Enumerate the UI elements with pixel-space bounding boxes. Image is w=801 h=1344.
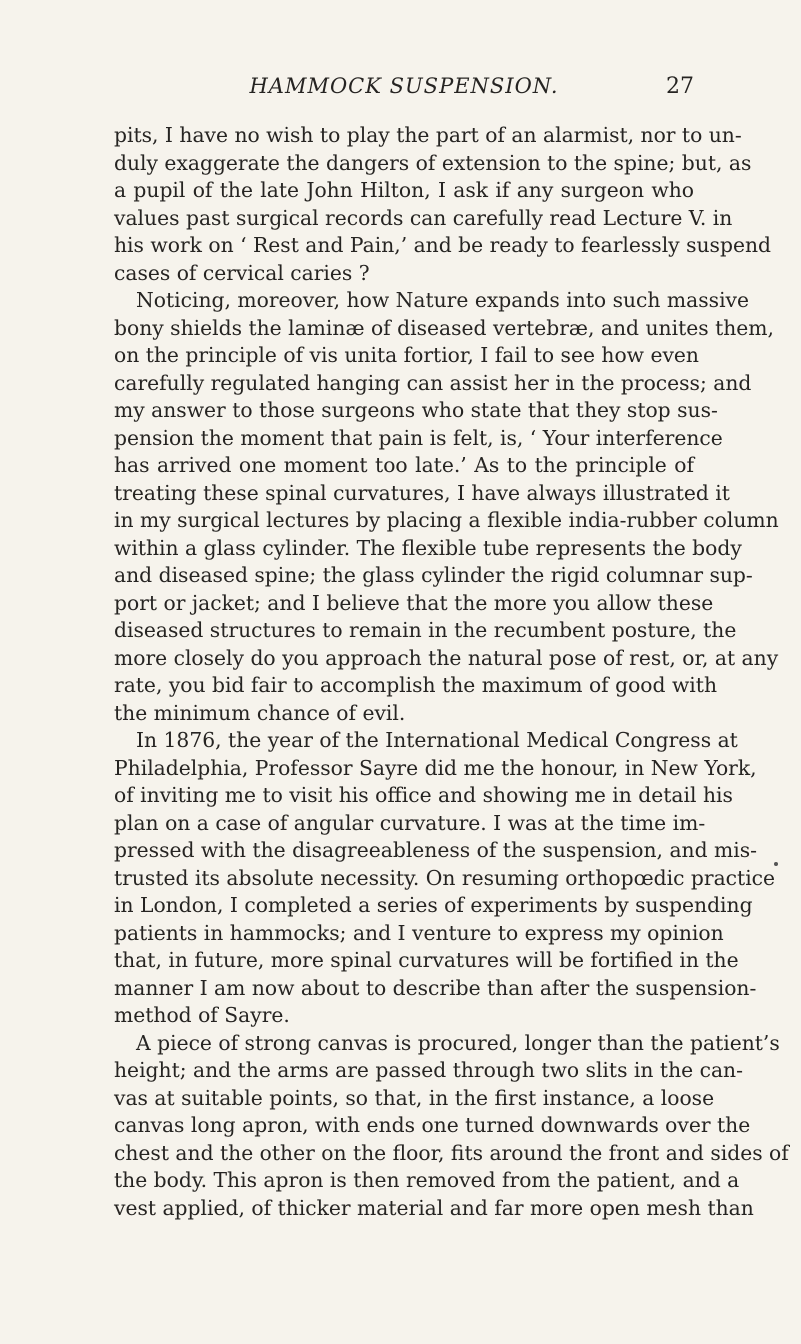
text-line: has arrived one moment too late.’ As to the principle of <box>114 453 694 477</box>
text-line: patients in hammocks; and I venture to express my opinion <box>114 920 724 945</box>
text-line: method of Sayre. <box>114 1003 290 1027</box>
text-line: a pupil of the late John Hilton, I ask if any surgeon who <box>114 178 694 202</box>
text-line: trusted its absolute necessity. On resuming orthopœdic practice <box>114 865 776 890</box>
text-line: pressed with the disagreeableness of the suspension, and mis- <box>114 838 758 862</box>
text-line: rate, you bid fair to accomplish the maximum of good with <box>114 673 718 697</box>
text-line: on the principle of vis unita fortior, I fail to see how even <box>114 343 699 367</box>
text-line: Philadelphia, Professor Sayre did me the honour, in New York, <box>114 755 757 780</box>
page-number: 27 <box>666 74 694 99</box>
text-line: vas at suitable points, so that, in the first instance, a loose <box>114 1085 715 1110</box>
text-line: diseased structures to remain in the recumbent posture, the <box>114 618 737 642</box>
text-line: A piece of strong canvas is procured, longer than the patient’s <box>136 1030 780 1055</box>
text-line: the minimum chance of evil. <box>114 700 406 725</box>
text-line: pension the moment that pain is felt, is, ‘ Your interference <box>114 425 723 450</box>
text-line: manner I am now about to describe than after the suspension- <box>114 975 757 1000</box>
text-line: his work on ‘ Rest and Pain,’ and be ready to fearlessly suspend <box>114 233 771 257</box>
running-head <box>114 74 694 104</box>
text-line: and diseased spine; the glass cylinder the rigid columnar sup- <box>114 563 753 587</box>
text-line: cases of cervical caries ? <box>114 260 370 285</box>
text-line: in my surgical lectures by placing a flexible india-rubber column <box>114 508 779 532</box>
text-line: plan on a case of angular curvature. I was at the time im- <box>114 810 706 835</box>
text-line: bony shields the laminæ of diseased vertebræ, and unites them, <box>114 315 774 340</box>
text-line: carefully regulated hanging can assist her in the process; and <box>114 370 752 395</box>
text-line: canvas long apron, with ends one turned downwards over the <box>114 1113 751 1137</box>
text-line: vest applied, of thicker material and far more open mesh than <box>114 1195 754 1220</box>
text-line: within a glass cylinder. The flexible tube represents the body <box>114 535 742 560</box>
text-line: the body. This apron is then removed from the patient, and a <box>114 1168 740 1192</box>
text-line: pits, I have no wish to play the part of an alarmist, nor to un- <box>114 123 742 147</box>
text-line: duly exaggerate the dangers of extension to the spine; but, as <box>114 150 752 175</box>
text-line: more closely do you approach the natural pose of rest, or, at any <box>114 645 779 670</box>
text-line: port or jacket; and I believe that the more you allow these <box>114 590 714 615</box>
text-line: my answer to those surgeons who state that they stop sus- <box>114 398 718 422</box>
body-text <box>114 122 789 1222</box>
text-line: In 1876, the year of the International Medical Congress at <box>136 728 738 752</box>
text-line: Noticing, moreover, how Nature expands into such massive <box>136 288 750 312</box>
margin-mark <box>774 862 778 866</box>
text-line: treating these spinal curvatures, I have always illustrated it <box>114 480 730 505</box>
text-line: that, in future, more spinal curvatures will be fortified in the <box>114 948 739 972</box>
text-line: chest and the other on the floor, fits around the front and sides of <box>114 1140 789 1165</box>
text-line: in London, I completed a series of experiments by suspending <box>114 893 753 917</box>
running-title: HAMMOCK SUSPENSION. <box>249 74 559 98</box>
text-line: values past surgical records can carefully read Lecture V. in <box>114 205 733 230</box>
text-line: of inviting me to visit his office and showing me in detail his <box>114 783 733 807</box>
text-line: height; and the arms are passed through two slits in the can- <box>114 1058 743 1082</box>
